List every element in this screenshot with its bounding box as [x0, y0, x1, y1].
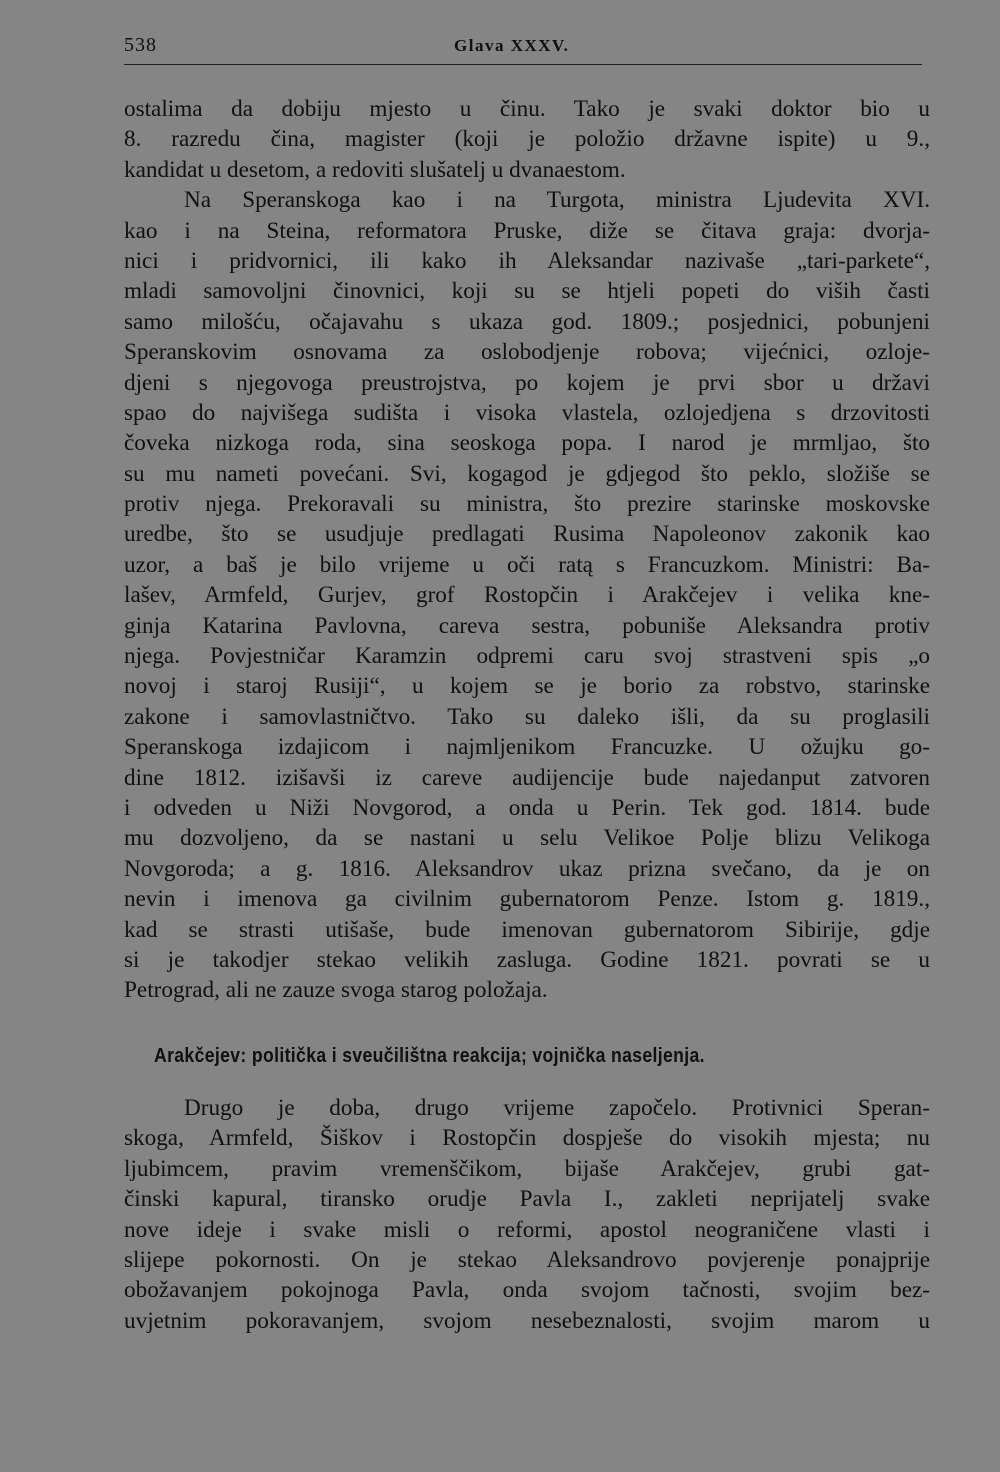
text-line: 8. razredu čina, magister (koji je položio državne ispite) u 9.,: [124, 126, 930, 153]
body-text-continued: [124, 1093, 930, 1336]
text-line: nici i pridvornici, ili kako ih Aleksandar nazivaše „tari-parkete“,: [124, 247, 930, 274]
body-text: [124, 94, 930, 1006]
text-line: su mu nameti povećani. Svi, kogagod je gdjegod što peklo, složiše se: [124, 460, 930, 487]
text-line: nevin i imenova ga civilnim gubernatorom Penze. Istom g. 1819.,: [124, 886, 930, 913]
text-line: ljubimcem, pravim vremenščikom, bijaše Arakčejev, grubi gat-: [124, 1155, 930, 1182]
text-line: Na Speranskoga kao i na Turgota, ministra Ljudevita XVI.: [184, 187, 930, 214]
text-line: ostalima da dobiju mjesto u činu. Tako je svaki doktor bio u: [124, 96, 930, 122]
page-number: 538: [124, 34, 157, 56]
text-line: samo milošću, očajavahu s ukaza god. 1809.; posjednici, pobunjeni: [124, 308, 930, 335]
text-line: uvjetnim pokoravanjem, svojom nesebeznalosti, svojim marom u: [124, 1307, 930, 1334]
running-head: [124, 32, 922, 65]
text-line: i odveden u Niži Novgorod, a onda u Perin. Tek god. 1814. bude: [124, 794, 930, 821]
text-line: mladi samovoljni činovnici, koji su se htjeli popeti do viših časti: [124, 278, 930, 305]
text-line: Speranskovim osnovama za oslobodjenje robova; vijećnici, ozloje-: [124, 339, 930, 366]
text-line: nove ideje i svake misli o reformi, apostol neograničene vlasti i: [124, 1216, 930, 1243]
text-line: kandidat u desetom, a redoviti slušatelj u dvanaestom.: [124, 156, 626, 183]
chapter-title: Glava XXXV.: [454, 36, 570, 55]
text-line: djeni s njegovoga preustrojstva, po kojem je prvi sbor u državi: [124, 369, 930, 396]
text-line: kad se strasti utišaše, bude imenovan gubernatorom Sibirije, gdje: [124, 916, 930, 943]
text-line: kao i na Steina, reformatora Pruske, diže se čitava graja: dvorja-: [124, 217, 930, 244]
text-line: činski kapural, tiransko orudje Pavla I., zakleti neprijatelj svake: [124, 1186, 930, 1213]
text-line: mu dozvoljeno, da se nastani u selu Velikoe Polje blizu Velikoga: [124, 825, 930, 852]
text-line: njega. Povjestničar Karamzin odpremi caru svoj strastveni spis „o: [124, 643, 930, 670]
text-line: ginja Katarina Pavlovna, careva sestra, pobuniše Aleksandra protiv: [124, 612, 930, 639]
text-line: slijepe pokornosti. On je stekao Aleksandrovo povjerenje ponajprije: [124, 1246, 930, 1273]
text-line: čoveka nizkoga roda, sina seoskoga popa. I narod je mrmljao, što: [124, 430, 930, 457]
text-line: Novgoroda; a g. 1816. Aleksandrov ukaz prizna svečano, da je on: [124, 855, 930, 882]
text-line: uzor, a baš je bilo vrijeme u oči ratą s Francuzkom. Ministri: Ba-: [124, 551, 930, 578]
text-line: protiv njega. Prekoravali su ministra, što prezire starinske moskovske: [124, 491, 930, 518]
text-line: uredbe, što se usudjuje predlagati Rusima Napoleonov zakonik kao: [124, 521, 930, 548]
text-line: Speranskoga izdajicom i najmljenikom Francuzke. U ožujku go-: [124, 734, 930, 761]
section-heading: Arakčejev: politička i sveučilištna reakcija; vojnička naseljenja.: [154, 1044, 705, 1067]
text-line: spao do najvišega sudišta i visoka vlastela, ozlojedjena s drzovitosti: [124, 399, 930, 426]
text-line: obožavanjem pokojnoga Pavla, onda svojom tačnosti, svojim bez-: [124, 1277, 930, 1304]
text-line: si je takodjer stekao velikih zasluga. Godine 1821. povrati se u: [124, 946, 930, 973]
text-line: lašev, Armfeld, Gurjev, grof Rostopčin i Arakčejev i velika kne-: [124, 582, 930, 609]
text-line: dine 1812. izišavši iz careve audijencije bude najedanput zatvoren: [124, 764, 930, 791]
text-line: novoj i staroj Rusiji“, u kojem se je borio za robstvo, starinske: [124, 673, 930, 700]
text-line: Drugo je doba, drugo vrijeme započelo. Protivnici Speran-: [184, 1095, 930, 1121]
text-line: Petrograd, ali ne zauze svoga starog položaja.: [124, 977, 548, 1004]
text-line: zakone i samovlastničtvo. Tako su daleko išli, da su proglasili: [124, 703, 930, 730]
text-line: skoga, Armfeld, Šiškov i Rostopčin dospješe do visokih mjesta; nu: [124, 1125, 930, 1152]
